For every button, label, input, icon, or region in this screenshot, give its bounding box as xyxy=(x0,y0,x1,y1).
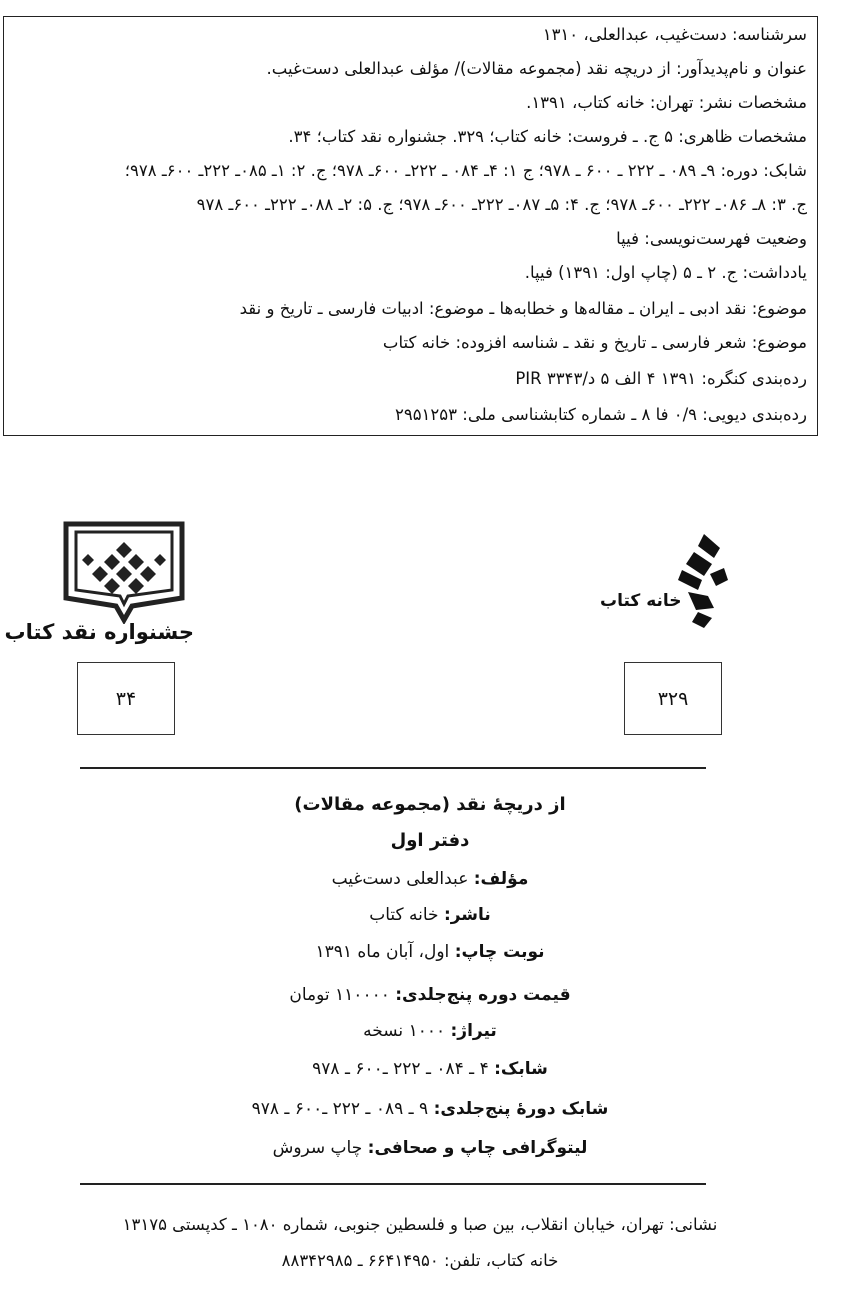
publisher-label: ناشر: xyxy=(443,905,491,925)
price-value: ۱۱۰۰۰۰ تومان xyxy=(289,985,396,1005)
publisher-value: خانه کتاب xyxy=(369,905,444,925)
cip-dewey-class: رده‌بندی دیویی: ۰/۹ فا ۸ ـ شماره کتابشناسی ملی: ۲۹۵۱۲۵۳ xyxy=(394,405,807,424)
edition-label: نوبت چاپ: xyxy=(454,942,545,962)
address-line: نشانی: تهران، خیابان انقلاب، بین صبا و فلسطین جنوبی، شماره ۱۰۸۰ ـ کدپستی ۱۳۱۷۵ xyxy=(122,1215,718,1234)
cataloguing-in-publication-box xyxy=(3,16,818,436)
set-isbn-value: ۹ ـ ۰۸۹ ـ ۲۲۲ ـ۶۰۰ ـ ۹۷۸ xyxy=(251,1099,434,1119)
cip-subject-1: موضوع: نقد ادبی ـ ایران ـ مقاله‌ها و خطابه‌ها ـ موضوع: ادبیات فارسی ـ تاریخ و نقد xyxy=(239,299,807,318)
print-run-line xyxy=(60,1018,800,1044)
edition-value: اول، آبان ماه ۱۳۹۱ xyxy=(315,942,455,962)
author-label: مؤلف: xyxy=(473,869,529,889)
cip-physical: مشخصات ظاهری: ۵ ج. ـ فروست: خانه کتاب؛ ۳۲۹. جشنواره نقد کتاب؛ ۳۴. xyxy=(288,127,807,146)
publisher-series-number: ۳۲۹ xyxy=(624,662,722,735)
cip-status: وضعیت فهرست‌نویسی: فیپا xyxy=(616,229,807,248)
print-run-value: ۱۰۰۰ نسخه xyxy=(363,1021,451,1041)
festival-series-number: ۳۴ xyxy=(77,662,175,735)
author-line xyxy=(60,866,800,892)
right-logo-label: خانه کتاب xyxy=(600,591,682,611)
khane-ketab-mark-icon xyxy=(674,534,728,628)
cip-publication: مشخصات نشر: تهران: خانه کتاب، ۱۳۹۱. xyxy=(526,93,807,112)
left-logo-label: جشنواره نقد کتاب xyxy=(4,620,194,644)
publisher-line xyxy=(60,902,800,928)
printing-label: لیتوگرافی چاپ و صحافی: xyxy=(367,1138,588,1158)
book-critique-festival-logo xyxy=(4,520,194,652)
cip-isbn-2: ج. ۳: ۸ـ ۰۸۶ـ ۲۲۲ـ ۶۰۰ـ ۹۷۸؛ ج. ۴: ۵ـ ۰۸۷ـ ۲۲۲ـ ۶۰۰ـ ۹۷۸؛ ج. ۵: ۲ـ ۰۸۸ـ ۲۲۲ـ ۶۰۰ـ ۹۷۸ xyxy=(196,195,807,214)
cip-note: یادداشت: ج. ۲ ـ ۵ (چاپ اول: ۱۳۹۱) فیپا. xyxy=(524,263,807,282)
cip-subject-2: موضوع: شعر فارسی ـ تاریخ و نقد ـ شناسه افزوده: خانه کتاب xyxy=(382,333,807,352)
phone-line: خانه کتاب، تلفن: ۶۶۴۱۴۹۵۰ ـ ۸۸۳۴۲۹۸۵ xyxy=(281,1251,559,1270)
isbn-line xyxy=(60,1056,800,1082)
cip-title: عنوان و نام‌پدیدآور: از دریچه نقد (مجموعه مقالات)/ مؤلف عبدالعلی دست‌غیب. xyxy=(266,59,807,78)
printing-value: چاپ سروش xyxy=(272,1138,368,1158)
cip-congress-class: رده‌بندی کنگره: ۱۳۹۱ ۴ الف ۵ د/PIR ۳۳۴۳ xyxy=(515,369,807,388)
isbn-value: ۴ ـ ۰۸۴ ـ ۲۲۲ ـ۶۰۰ ـ ۹۷۸ xyxy=(312,1059,495,1079)
price-label: قیمت دوره پنج‌جلدی: xyxy=(395,985,571,1005)
price-line xyxy=(60,982,800,1008)
book-grid-icon xyxy=(54,520,194,624)
printing-line xyxy=(60,1135,800,1161)
divider-top xyxy=(80,767,706,769)
book-title: از دریچهٔ نقد (مجموعه مقالات) xyxy=(294,794,566,815)
print-run-label: تیراژ: xyxy=(450,1021,497,1041)
set-isbn-label: شابک دورهٔ پنج‌جلدی: xyxy=(433,1099,609,1119)
author-value: عبدالعلی دست‌غیب xyxy=(331,869,474,889)
cip-heading: سرشناسه: دست‌غیب، عبدالعلی، ۱۳۱۰ xyxy=(542,25,807,44)
book-volume: دفتر اول xyxy=(390,830,470,851)
cip-isbn-1: شابک: دوره: ۹ـ ۰۸۹ ـ ۲۲۲ ـ ۶۰۰ ـ ۹۷۸؛ ج ۱: ۴ـ ۰۸۴ ـ ۲۲۲ـ ۶۰۰ـ ۹۷۸؛ ج. ۲: ۱ـ ۰۸۵ـ ۲۲۲ـ ۶۰۰ـ ۹۷۸؛ xyxy=(124,161,807,180)
set-isbn-line xyxy=(60,1096,800,1122)
divider-bottom xyxy=(80,1183,706,1185)
edition-line xyxy=(60,939,800,965)
isbn-label: شابک: xyxy=(494,1059,548,1079)
khane-ketab-logo xyxy=(596,534,728,630)
